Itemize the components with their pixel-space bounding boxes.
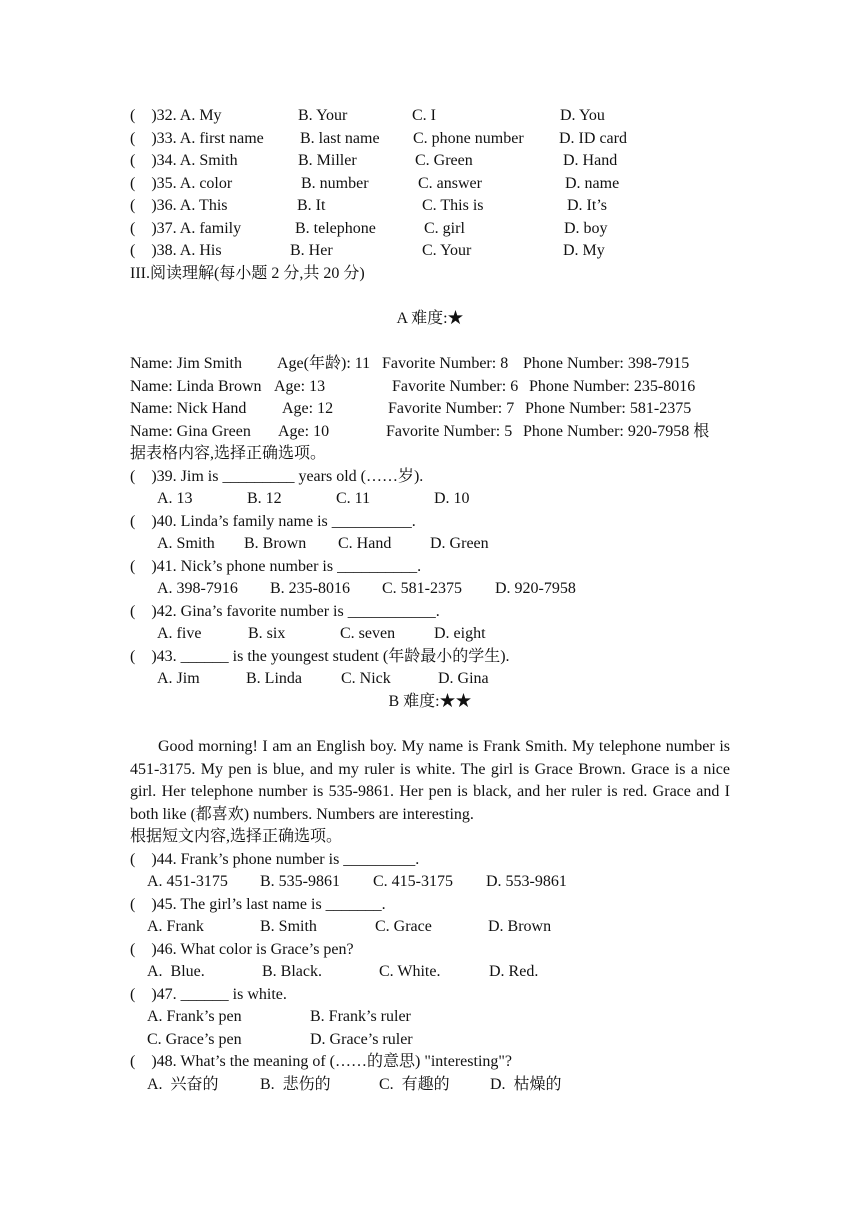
option-b: B. six — [248, 625, 286, 642]
option-b: B. number — [301, 174, 369, 192]
option-c: C. Your — [422, 242, 472, 259]
question-stem: ( )35. A. color — [130, 174, 233, 192]
question-stem: ( )38. A. His — [130, 242, 222, 259]
option-d: D. Grace’s ruler — [310, 1030, 413, 1048]
age-cell: Age: 13 — [274, 377, 326, 395]
option-b: B. Brown — [244, 535, 307, 552]
phone-number-cell: Phone Number: 581-2375 — [525, 400, 692, 417]
question-44: ( )44. Frank’s phone number is _________. — [130, 850, 420, 868]
option-b: B. Black. — [262, 963, 322, 980]
option-d: D. Red. — [489, 963, 539, 980]
question-48: ( )48. What’s the meaning of (……的意思) "interesting"? — [130, 1053, 513, 1070]
option-a: A. Frank’s pen — [147, 1008, 242, 1025]
name-cell: Name: Jim Smith — [130, 355, 242, 372]
option-c: C. girl — [424, 219, 465, 237]
question-45: ( )45. The girl’s last name is _______. — [130, 895, 386, 913]
option-b: B. Linda — [246, 670, 302, 687]
option-b: B. last name — [300, 129, 380, 147]
option-b: B. telephone — [295, 219, 376, 237]
option-c: C. answer — [418, 174, 482, 192]
option-d: D. 枯燥的 — [490, 1075, 562, 1093]
option-a: A. Smith — [157, 535, 215, 552]
age-cell: Age: 12 — [282, 400, 334, 417]
favorite-number-cell: Favorite Number: 6 — [392, 377, 519, 395]
instruction-text: 据表格内容,选择正确选项。 — [130, 445, 327, 462]
option-d: D. Brown — [488, 918, 552, 935]
option-c: C. 415-3175 — [373, 873, 453, 890]
option-a: A. 398-7916 — [157, 580, 238, 597]
option-c: C. 11 — [336, 490, 371, 507]
question-39: ( )39. Jim is _________ years old (……岁). — [130, 467, 424, 485]
option-c: C. Nick — [341, 670, 391, 687]
question-46: ( )46. What color is Grace’s pen? — [130, 940, 354, 958]
option-b: B. It — [297, 197, 326, 214]
option-c: C. seven — [340, 625, 396, 642]
option-b: B. Your — [298, 107, 348, 124]
option-c: C. phone number — [413, 129, 524, 147]
option-d: D. eight — [434, 625, 486, 642]
option-a: A. Jim — [157, 670, 200, 687]
favorite-number-cell: Favorite Number: 5 — [386, 422, 513, 440]
option-c: C. 有趣的 — [379, 1075, 450, 1093]
option-d: D. ID card — [559, 129, 627, 147]
question-43: ( )43. ______ is the youngest student (年龄最小的学生). — [130, 647, 510, 665]
phone-number-cell: Phone Number: 398-7915 — [523, 355, 690, 372]
option-a: A. Blue. — [147, 963, 205, 980]
question-stem: ( )37. A. family — [130, 219, 242, 237]
name-cell: Name: Gina Green — [130, 422, 251, 440]
question-stem: ( )34. A. Smith — [130, 152, 238, 169]
name-cell: Name: Nick Hand — [130, 400, 247, 417]
question-stem: ( )32. A. My — [130, 107, 222, 124]
option-c: C. White. — [379, 963, 441, 980]
option-b: B. 悲伤的 — [260, 1075, 331, 1093]
option-d: D. It’s — [567, 197, 607, 214]
option-c: C. Green — [415, 152, 473, 169]
option-d: D. Green — [430, 535, 489, 552]
section-heading: III.阅读理解(每小题 2 分,共 20 分) — [130, 264, 365, 282]
option-c: C. I — [412, 107, 436, 124]
name-cell: Name: Linda Brown — [130, 377, 262, 395]
option-c: C. Grace’s pen — [147, 1030, 242, 1048]
option-b: B. Smith — [260, 918, 317, 935]
age-cell: Age(年龄): 11 — [277, 355, 371, 372]
question-47: ( )47. ______ is white. — [130, 985, 287, 1003]
option-a: A. 13 — [157, 490, 193, 507]
question-40: ( )40. Linda’s family name is __________. — [130, 512, 416, 530]
option-c: C. Hand — [338, 535, 392, 552]
option-d: D. 10 — [434, 490, 470, 507]
option-d: D. My — [563, 242, 605, 259]
question-stem: ( )36. A. This — [130, 197, 228, 214]
option-c: C. This is — [422, 197, 484, 214]
option-b: B. Miller — [298, 152, 357, 169]
option-a: A. five — [157, 625, 202, 642]
option-b: B. 535-9861 — [260, 873, 340, 890]
option-d: D. name — [565, 174, 620, 192]
option-b: B. Her — [290, 242, 333, 259]
instruction-text: 根据短文内容,选择正确选项。 — [130, 828, 343, 845]
option-d: D. boy — [564, 219, 608, 237]
option-a: A. Frank — [147, 918, 204, 935]
option-d: D. You — [560, 107, 605, 124]
option-a: A. 451-3175 — [147, 873, 228, 890]
option-b: B. 12 — [247, 490, 282, 507]
option-b: B. Frank’s ruler — [310, 1008, 411, 1025]
question-41: ( )41. Nick’s phone number is __________. — [130, 557, 422, 575]
phone-number-cell: Phone Number: 920-7958 根 — [523, 422, 710, 440]
option-c: C. Grace — [375, 918, 432, 935]
option-b: B. 235-8016 — [270, 580, 350, 597]
option-d: D. 553-9861 — [486, 873, 567, 890]
favorite-number-cell: Favorite Number: 7 — [388, 400, 515, 417]
option-d: D. Hand — [563, 152, 618, 169]
question-stem: ( )33. A. first name — [130, 129, 264, 147]
option-c: C. 581-2375 — [382, 580, 462, 597]
favorite-number-cell: Favorite Number: 8 — [382, 355, 509, 372]
reading-passage: Good morning! I am an English boy. My name is Frank Smith. My telephone number is 451-3175. My pen is blue, and my ruler is white. The girl is Grace Brown. Grace is a nice girl. Her telephone number is 535-9861. Her pen is black, and her ruler is red. Grace and I both like (都喜欢) numbers. Numbers are interesting. — [130, 738, 730, 823]
part-a-heading: A 难度:★ — [396, 310, 464, 327]
option-d: D. Gina — [438, 670, 489, 687]
phone-number-cell: Phone Number: 235-8016 — [529, 377, 696, 395]
option-d: D. 920-7958 — [495, 580, 576, 597]
question-42: ( )42. Gina’s favorite number is ___________. — [130, 602, 440, 620]
age-cell: Age: 10 — [278, 422, 330, 440]
part-b-heading: B 难度:★★ — [388, 692, 472, 710]
option-a: A. 兴奋的 — [147, 1075, 219, 1093]
